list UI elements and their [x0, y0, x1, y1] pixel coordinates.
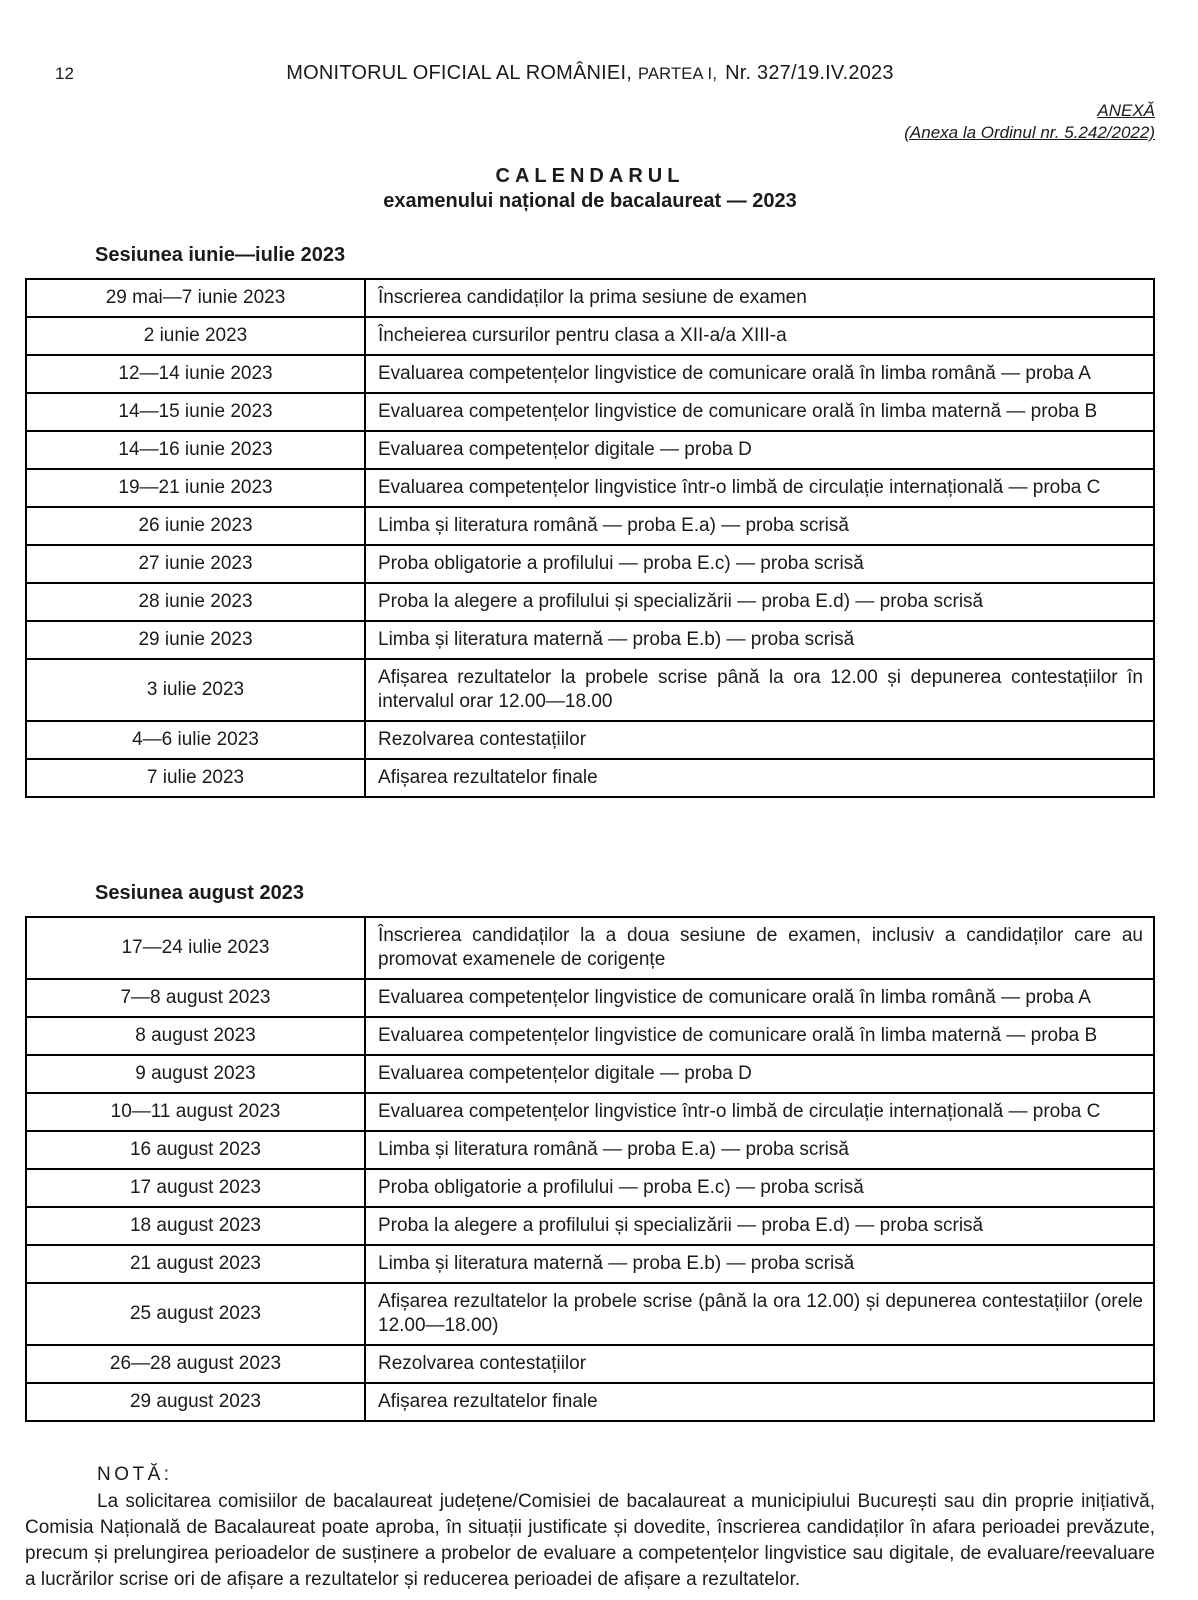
date-cell: 12—14 iunie 2023: [26, 355, 365, 393]
table-row: [26, 979, 1154, 1017]
date-cell: 26 iunie 2023: [26, 507, 365, 545]
journal-part: PARTEA I,: [637, 65, 718, 83]
table-row: [26, 1055, 1154, 1093]
activity-cell: Afișarea rezultatelor finale: [365, 759, 1154, 797]
activity-cell: Rezolvarea contestațiilor: [365, 1345, 1154, 1383]
activity-cell: Limba și literatura maternă — proba E.b) — proba scrisă: [365, 1245, 1154, 1283]
date-cell: 3 iulie 2023: [26, 659, 365, 721]
journal-issue: Nr. 327/19.IV.2023: [725, 62, 894, 84]
page-number: 12: [55, 64, 74, 83]
activity-cell: Evaluarea competențelor lingvistice de comunicare orală în limba maternă — proba B: [365, 1017, 1154, 1055]
annex-label: ANEXĂ: [1097, 101, 1155, 120]
date-cell: 19—21 iunie 2023: [26, 469, 365, 507]
table-row: [26, 545, 1154, 583]
date-cell: 29 mai—7 iunie 2023: [26, 279, 365, 317]
session-heading-june-july: Sesiunea iunie—iulie 2023: [95, 244, 346, 266]
table-row: [26, 1131, 1154, 1169]
activity-cell: Limba și literatura română — proba E.a) — proba scrisă: [365, 1131, 1154, 1169]
date-cell: 14—15 iunie 2023: [26, 393, 365, 431]
date-cell: 29 august 2023: [26, 1383, 365, 1421]
activity-cell: Proba obligatorie a profilului — proba E.c) — proba scrisă: [365, 545, 1154, 583]
activity-cell: Limba și literatura maternă — proba E.b) — proba scrisă: [365, 621, 1154, 659]
table-row: [26, 469, 1154, 507]
table-row: [26, 659, 1154, 721]
activity-cell: Proba la alegere a profilului și specializării — proba E.d) — proba scrisă: [365, 1207, 1154, 1245]
activity-cell: Evaluarea competențelor lingvistice de comunicare orală în limba română — proba A: [365, 979, 1154, 1017]
activity-cell: Evaluarea competențelor lingvistice de comunicare orală în limba maternă — proba B: [365, 393, 1154, 431]
note-paragraph: La solicitarea comisiilor de bacalaureat județene/Comisiei de bacalaureat a municipiului București sau din proprie inițiativă, Comisia Națională de Bacalaureat poate aproba, în situații justificate și dovedite, înscrierea candidaților în afara perioadei prevăzute, precum și prelungirea perioadelor de susținere a probelor de evaluare a competențelor lingvistice sau digitale, de evaluare/reevaluare a lucrărilor scrise ori de afișare a rezultatelor și reducerea perioadei de afișare a rezultatelor.: [25, 1491, 1155, 1590]
date-cell: 7 iulie 2023: [26, 759, 365, 797]
date-cell: 7—8 august 2023: [26, 979, 365, 1017]
annex-subtitle: (Anexa la Ordinul nr. 5.242/2022): [904, 123, 1155, 142]
date-cell: 2 iunie 2023: [26, 317, 365, 355]
date-cell: 28 iunie 2023: [26, 583, 365, 621]
annex-block: [25, 100, 1155, 144]
date-cell: 16 august 2023: [26, 1131, 365, 1169]
table-row: [26, 355, 1154, 393]
date-cell: 29 iunie 2023: [26, 621, 365, 659]
title-line2: examenului național de bacalaureat — 2023: [383, 190, 797, 212]
note-section: [25, 1462, 1155, 1593]
calendar-table-august: [25, 916, 1155, 1422]
activity-cell: Înscrierea candidaților la prima sesiune de examen: [365, 279, 1154, 317]
date-cell: 21 august 2023: [26, 1245, 365, 1283]
activity-cell: Evaluarea competențelor lingvistice de comunicare orală în limba română — proba A: [365, 355, 1154, 393]
activity-cell: Evaluarea competențelor lingvistice într-o limbă de circulație internațională — proba C: [365, 1093, 1154, 1131]
date-cell: 9 august 2023: [26, 1055, 365, 1093]
table-row: [26, 759, 1154, 797]
journal-header: [25, 62, 1155, 85]
activity-cell: Evaluarea competențelor digitale — proba D: [365, 1055, 1154, 1093]
table-row: [26, 317, 1154, 355]
note-label: NOTĂ:: [97, 1464, 173, 1485]
activity-cell: Înscrierea candidaților la a doua sesiune de examen, inclusiv a candidaților care au promovat examenele de corigențe: [365, 917, 1154, 979]
activity-cell: Rezolvarea contestațiilor: [365, 721, 1154, 759]
date-cell: 27 iunie 2023: [26, 545, 365, 583]
table-row: [26, 1169, 1154, 1207]
table-row: [26, 1017, 1154, 1055]
table-row: [26, 583, 1154, 621]
table-row: [26, 431, 1154, 469]
page-header: [25, 62, 1155, 88]
table-row: [26, 1207, 1154, 1245]
activity-cell: Proba la alegere a profilului și specializării — proba E.d) — proba scrisă: [365, 583, 1154, 621]
table-row: [26, 721, 1154, 759]
table-row: [26, 621, 1154, 659]
activity-cell: Încheierea cursurilor pentru clasa a XII-a/a XIII-a: [365, 317, 1154, 355]
table-row: [26, 1245, 1154, 1283]
table-row: [26, 393, 1154, 431]
activity-cell: Afișarea rezultatelor la probele scrise (până la ora 12.00) și depunerea contestațiilor (orele 12.00—18.00): [365, 1283, 1154, 1345]
document-title: [25, 164, 1155, 214]
activity-cell: Proba obligatorie a profilului — proba E.c) — proba scrisă: [365, 1169, 1154, 1207]
activity-cell: Afișarea rezultatelor finale: [365, 1383, 1154, 1421]
date-cell: 17—24 iulie 2023: [26, 917, 365, 979]
table-row: [26, 507, 1154, 545]
date-cell: 8 august 2023: [26, 1017, 365, 1055]
title-line1: CALENDARUL: [495, 165, 685, 187]
activity-cell: Afișarea rezultatelor la probele scrise până la ora 12.00 și depunerea contestațiilor în intervalul orar 12.00—18.00: [365, 659, 1154, 721]
activity-cell: Evaluarea competențelor digitale — proba D: [365, 431, 1154, 469]
table-row: [26, 917, 1154, 979]
journal-title: MONITORUL OFICIAL AL ROMÂNIEI,: [286, 62, 632, 84]
date-cell: 18 august 2023: [26, 1207, 365, 1245]
activity-cell: Limba și literatura română — proba E.a) — proba scrisă: [365, 507, 1154, 545]
date-cell: 17 august 2023: [26, 1169, 365, 1207]
calendar-table-june-july: [25, 278, 1155, 798]
date-cell: 4—6 iulie 2023: [26, 721, 365, 759]
table-row: [26, 1345, 1154, 1383]
table-row: [26, 1383, 1154, 1421]
date-cell: 10—11 august 2023: [26, 1093, 365, 1131]
date-cell: 14—16 iunie 2023: [26, 431, 365, 469]
date-cell: 26—28 august 2023: [26, 1345, 365, 1383]
session-heading-august: Sesiunea august 2023: [95, 882, 304, 904]
date-cell: 25 august 2023: [26, 1283, 365, 1345]
table-row: [26, 279, 1154, 317]
activity-cell: Evaluarea competențelor lingvistice într-o limbă de circulație internațională — proba C: [365, 469, 1154, 507]
table-row: [26, 1093, 1154, 1131]
table-row: [26, 1283, 1154, 1345]
